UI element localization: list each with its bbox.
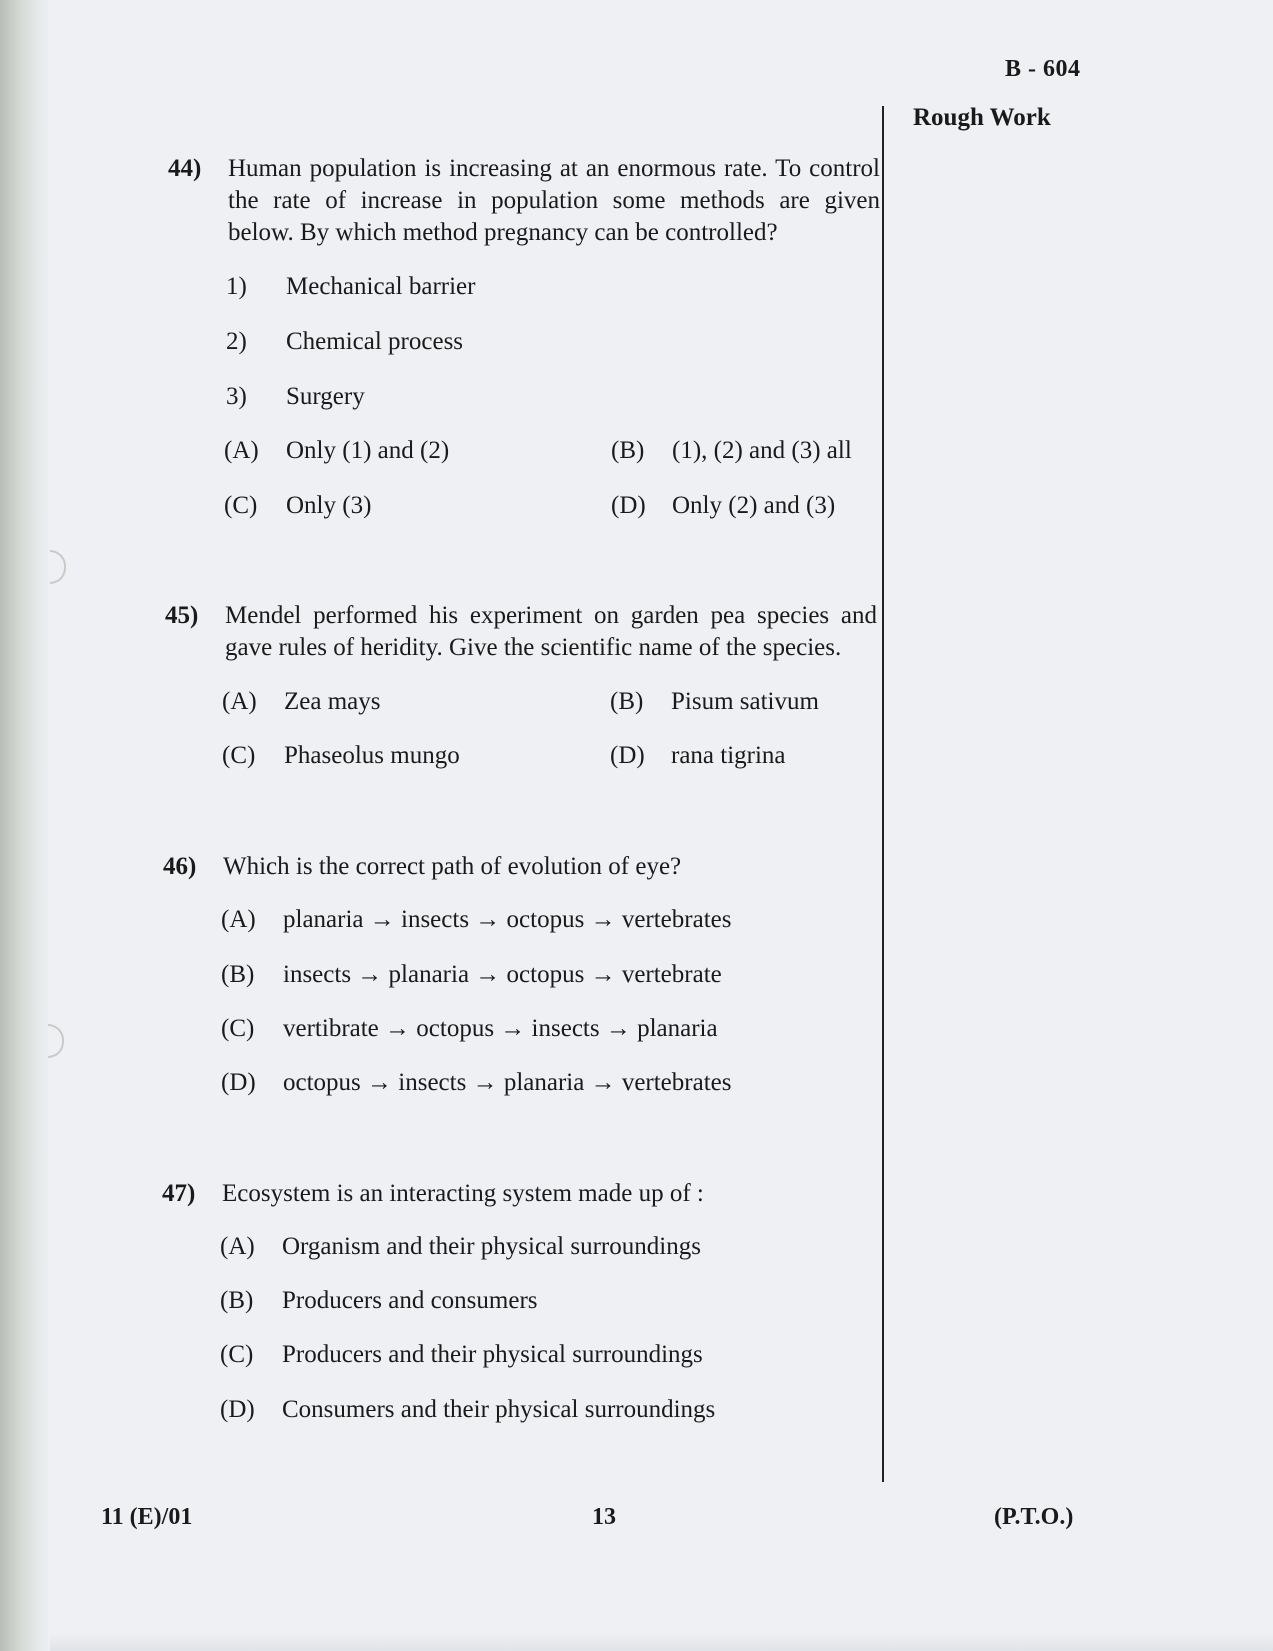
option-key: (B) [611,437,645,464]
option-key: (D) [220,1396,255,1423]
option-text: Organism and their physical surroundings [282,1233,701,1260]
option-text: Producers and consumers [282,1287,538,1314]
option-text: Only (2) and (3) [672,492,836,519]
question-line: Which is the correct path of evolution of eye? [223,853,682,880]
question-number: 46) [163,853,197,880]
option-text: insects → planaria → octopus → vertebrate [283,961,722,988]
question-text [225,600,877,664]
option-text: Zea mays [284,688,381,715]
option-text: Pisum sativum [671,688,819,715]
question-line: Ecosystem is an interacting system made up of : [222,1180,704,1207]
statement-text: Chemical process [286,328,464,355]
footer-paper-id: 11 (E)/01 [101,1504,193,1530]
option-key: (D) [610,742,645,769]
question-number: 45) [165,602,199,629]
option-text: (1), (2) and (3) all [672,437,852,464]
statement-text: Mechanical barrier [286,273,476,300]
statement-number: 3) [226,383,247,410]
option-text: vertibrate → octopus → insects → planaria [283,1015,718,1042]
question-line: the rate of increase in population some methods are given [228,187,880,214]
question-number: 44) [168,155,202,182]
paper-code: B - 604 [1005,56,1081,82]
option-key: (B) [220,1287,254,1314]
question-number: 47) [162,1180,196,1207]
option-text: octopus → insects → planaria → vertebrates [283,1069,732,1096]
option-key: (C) [220,1341,254,1368]
option-text: Consumers and their physical surroundings [282,1396,716,1423]
option-key: (C) [222,742,256,769]
option-key: (A) [220,1233,255,1260]
question-line: Human population is increasing at an enormous rate. To control [228,155,880,182]
option-text: Producers and their physical surroundings [282,1341,703,1368]
option-text: Phaseolus mungo [284,742,460,769]
question-line: Mendel performed his experiment on garden pea species and [225,602,877,629]
option-key: (A) [221,906,256,933]
page-number: 13 [592,1504,616,1530]
option-key: (C) [224,492,258,519]
question-line: below. By which method pregnancy can be controlled? [228,219,778,246]
option-text: Only (3) [286,492,372,519]
column-divider [882,106,884,1482]
option-text: Only (1) and (2) [286,437,450,464]
option-text: planaria → insects → octopus → vertebrates [283,906,732,933]
question-line: gave rules of heridity. Give the scientific name of the species. [225,634,842,661]
rough-work-heading: Rough Work [913,104,1051,131]
statement-text: Surgery [286,383,365,410]
option-key: (C) [221,1015,255,1042]
option-key: (D) [611,492,646,519]
option-key: (A) [222,688,257,715]
statement-number: 2) [226,328,247,355]
question-text [228,153,880,249]
option-key: (B) [221,961,255,988]
option-key: (A) [224,437,259,464]
question-text [222,1178,874,1210]
option-key: (B) [610,688,644,715]
option-key: (D) [221,1069,256,1096]
please-turn-over: (P.T.O.) [994,1504,1074,1530]
question-text [223,851,875,883]
option-text: rana tigrina [671,742,786,769]
statement-number: 1) [226,273,247,300]
